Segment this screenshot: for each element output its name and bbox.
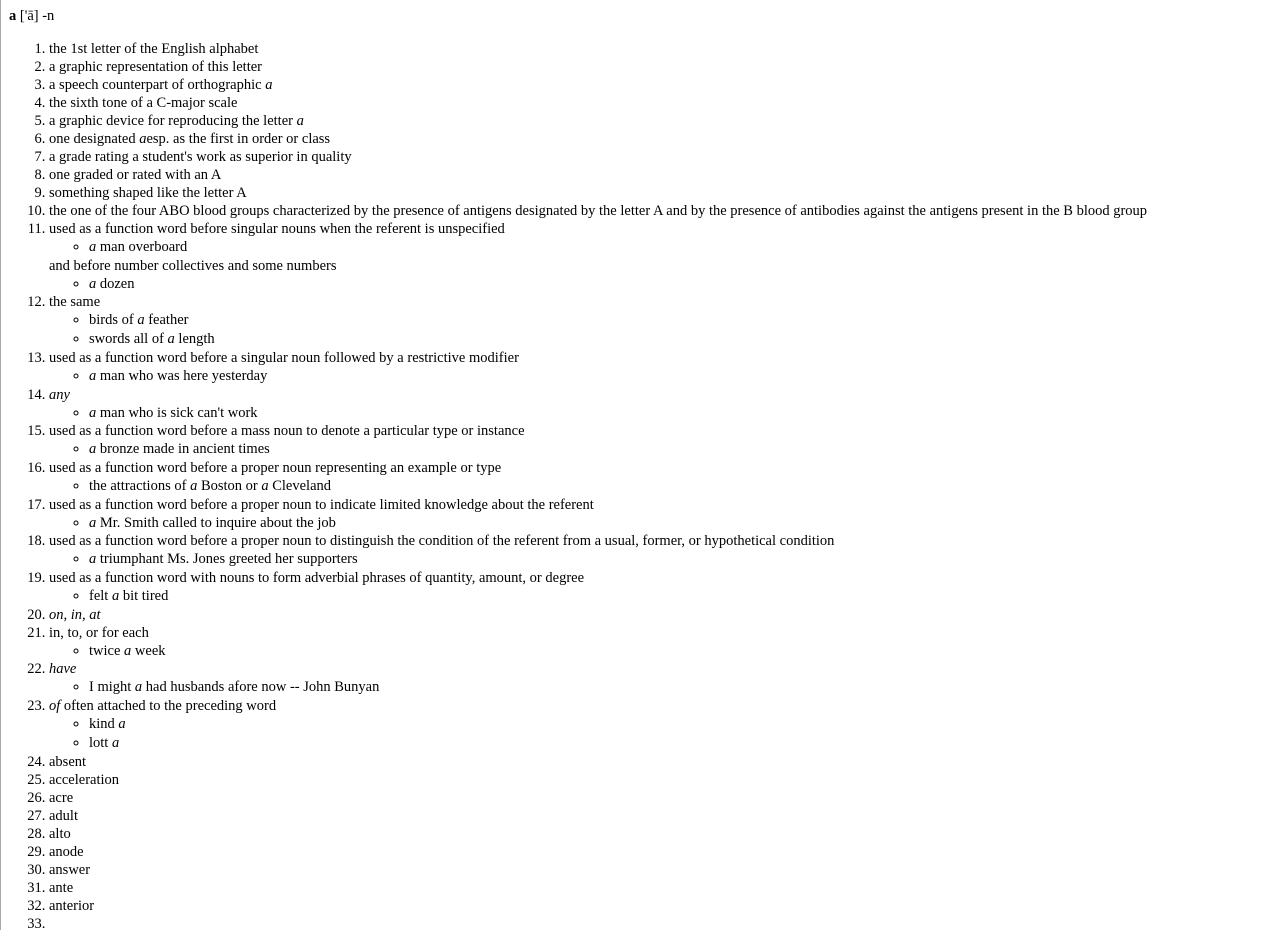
text-run: week (131, 642, 166, 659)
italic-text: a (137, 312, 145, 329)
text-run: a graphic representation of this letter (49, 59, 262, 75)
italic-text: of (49, 698, 61, 715)
text-run: swords all of (89, 331, 168, 348)
sense-definition (49, 880, 73, 896)
italic-text: a (265, 77, 273, 93)
text-run: used as a function word before a proper noun to distinguish the condition of the referent from a usual, former, or hypothetical condition (49, 533, 835, 550)
example-list (49, 678, 1269, 697)
example-list (49, 238, 1269, 257)
entry-header (9, 6, 54, 26)
text-run: dozen (96, 275, 135, 292)
sense-item (49, 825, 1269, 843)
sense-definition (49, 844, 84, 860)
sense-definition (49, 387, 70, 403)
usage-example (89, 440, 1269, 459)
sense-definition (49, 113, 304, 129)
example-list (49, 311, 1269, 348)
sense-item (49, 94, 1269, 112)
text-run: felt (89, 588, 112, 605)
sense-item (49, 697, 1269, 752)
sense-item (49, 897, 1269, 915)
italic-text: a (89, 441, 97, 458)
headword: a (9, 8, 17, 24)
sense-item (49, 58, 1269, 76)
text-run: I might (89, 679, 135, 696)
sense-item (49, 660, 1269, 697)
text-run: bronze made in ancient times (96, 441, 270, 458)
text-run: man overboard (96, 239, 188, 255)
sense-item (49, 148, 1269, 166)
pronunciation: ['ā] (19, 8, 39, 24)
italic-text: a (89, 514, 97, 531)
italic-text: a (111, 588, 120, 605)
usage-example (89, 587, 1269, 606)
sense-definition (49, 294, 100, 310)
usage-example (89, 514, 1269, 533)
sense-definition (49, 59, 262, 75)
text-run: the one of the four ABO blood groups characterized by the presence of antigens designated by the letter A and by the presence of antibodies against the antigens present in the B blood group (49, 203, 1148, 219)
text-run: Mr. Smith called to inquire about the job (96, 514, 336, 531)
sense-definition (49, 533, 834, 549)
sense-item (49, 843, 1269, 861)
sense-item (49, 532, 1269, 569)
sense-item (49, 861, 1269, 879)
example-list (49, 514, 1269, 533)
text-run: feather (144, 312, 189, 329)
example-list (49, 715, 1269, 752)
text-run: anode (49, 843, 84, 860)
text-run: Boston or (197, 477, 262, 494)
sense-item (49, 422, 1269, 459)
usage-example (89, 238, 1269, 257)
text-run: the sixth tone of a C-major scale (49, 95, 238, 111)
sense-item (49, 130, 1269, 148)
text-run: had husbands afore now -- John Bunyan (142, 679, 380, 696)
sense-definition (49, 350, 519, 366)
text-run: bit tired (119, 588, 169, 605)
italic-text: any (49, 386, 70, 403)
definition-list (0, 40, 1269, 930)
part-of-speech: -n (42, 8, 55, 24)
italic-text: a (111, 734, 120, 751)
example-list (49, 477, 1269, 496)
text-run: lott (89, 734, 112, 751)
text-run: ante (49, 879, 74, 896)
usage-example (89, 678, 1269, 697)
example-list (49, 275, 1269, 294)
text-run: length (174, 331, 215, 348)
text-run: used as a function word before a proper noun representing an example or type (49, 459, 502, 476)
text-run: acceleration (49, 771, 120, 788)
sense-definition (49, 497, 594, 513)
text-run: man who is sick can't work (96, 404, 258, 421)
italic-text: a (89, 367, 97, 384)
usage-example (89, 642, 1269, 661)
text-run: often attached to the preceding word (60, 698, 277, 715)
text-run: used as a function word with nouns to form adverbial phrases of quantity, amount, or degree (49, 570, 585, 587)
sense-definition (49, 203, 1147, 219)
text-run: Cleveland (268, 477, 332, 494)
sense-definition (49, 95, 237, 111)
sense-continuation (49, 257, 1269, 275)
text-run: answer (49, 861, 91, 878)
text-run: absent (49, 753, 87, 770)
italic-text: a (139, 131, 147, 147)
sense-item (49, 220, 1269, 293)
sense-item (49, 112, 1269, 130)
text-run: twice (89, 642, 125, 659)
italic-text: a (124, 642, 132, 659)
usage-example (89, 330, 1269, 349)
usage-example (89, 550, 1269, 569)
sense-definition (49, 131, 330, 147)
text-run: acre (49, 789, 74, 806)
text-run: anterior (49, 897, 95, 914)
sense-definition (49, 423, 525, 439)
sense-item (49, 879, 1269, 897)
text-run: esp. as the first in order or class (146, 131, 331, 147)
text-run: adult (49, 807, 78, 824)
text-run: a grade rating a student's work as superior in quality (49, 149, 352, 165)
sense-item (49, 40, 1269, 58)
sense-definition (49, 661, 76, 677)
sense-item (49, 184, 1269, 202)
italic-text: a (167, 331, 175, 348)
sense-definition (49, 754, 86, 770)
sense-definition (49, 808, 78, 824)
text-run: the attractions of (89, 477, 191, 494)
text-run: one designated (49, 131, 140, 147)
usage-example (89, 367, 1269, 386)
text-run: birds of (89, 312, 138, 329)
sense-definition (49, 898, 94, 914)
italic-text: a (118, 716, 126, 733)
sense-item (49, 166, 1269, 184)
italic-text: have (49, 661, 77, 678)
sense-item (49, 915, 1269, 930)
text-run: man who was here yesterday (96, 367, 268, 384)
sense-definition (49, 460, 501, 476)
example-list (49, 550, 1269, 569)
text-run: used as a function word before a proper noun to indicate limited knowledge about the referent (49, 496, 594, 513)
text-run: kind (89, 716, 119, 733)
sense-item (49, 753, 1269, 771)
text-run: used as a function word before a mass noun to denote a particular type or instance (49, 423, 525, 440)
sense-definition (49, 790, 73, 806)
sense-item (49, 293, 1269, 348)
sense-item (49, 76, 1269, 94)
sense-item (49, 771, 1269, 789)
text-run: something shaped like the letter A (49, 185, 247, 201)
sense-definition (49, 625, 149, 641)
sense-item (49, 202, 1269, 220)
usage-example (89, 734, 1269, 753)
sense-definition (49, 826, 71, 842)
italic-text: a (89, 275, 97, 292)
sense-item (49, 789, 1269, 807)
italic-text: a (261, 477, 269, 494)
text-run: the 1st letter of the English alphabet (49, 41, 259, 57)
sense-definition (49, 221, 505, 237)
usage-example (89, 275, 1269, 294)
sense-definition (49, 698, 276, 714)
text-run: a graphic device for reproducing the letter (49, 113, 297, 129)
sense-item (49, 606, 1269, 624)
usage-example (89, 477, 1269, 496)
sense-item (49, 459, 1269, 496)
sense-item (49, 624, 1269, 661)
text-run: used as a function word before a singular noun followed by a restrictive modifier (49, 349, 519, 366)
sense-definition (49, 41, 258, 57)
sense-definition (49, 772, 119, 788)
sense-item (49, 807, 1269, 825)
italic-text: a (89, 551, 97, 568)
sense-definition (49, 185, 247, 201)
italic-text: a (89, 404, 97, 421)
italic-text: on, in, at (49, 606, 101, 623)
text-run: a speech counterpart of orthographic (49, 77, 266, 93)
sense-item (49, 386, 1269, 423)
example-list (49, 587, 1269, 606)
text-run: the same (49, 294, 101, 311)
text-run: triumphant Ms. Jones greeted her supporters (96, 551, 358, 568)
sense-item (49, 349, 1269, 386)
sense-definition (49, 149, 352, 165)
sense-definition (49, 77, 272, 93)
text-run: in, to, or for each (49, 624, 149, 641)
usage-example (89, 404, 1269, 423)
text-run: alto (49, 825, 71, 842)
text-run: and before number collectives and some numbers (49, 257, 337, 274)
example-list (49, 440, 1269, 459)
sense-item (49, 496, 1269, 533)
sense-item (49, 569, 1269, 606)
sense-definition (49, 167, 221, 183)
sense-definition (49, 862, 90, 878)
italic-text: a (190, 477, 198, 494)
italic-text: a (89, 239, 97, 255)
example-list (49, 642, 1269, 661)
sense-definition (49, 570, 584, 586)
text-run: one graded or rated with an A (49, 167, 222, 183)
sense-definition (49, 607, 101, 623)
usage-example (89, 715, 1269, 734)
example-list (49, 367, 1269, 386)
italic-text: a (296, 113, 304, 129)
example-list (49, 404, 1269, 423)
text-run: used as a function word before singular nouns when the referent is unspecified (49, 221, 505, 237)
usage-example (89, 311, 1269, 330)
italic-text: a (134, 679, 143, 696)
